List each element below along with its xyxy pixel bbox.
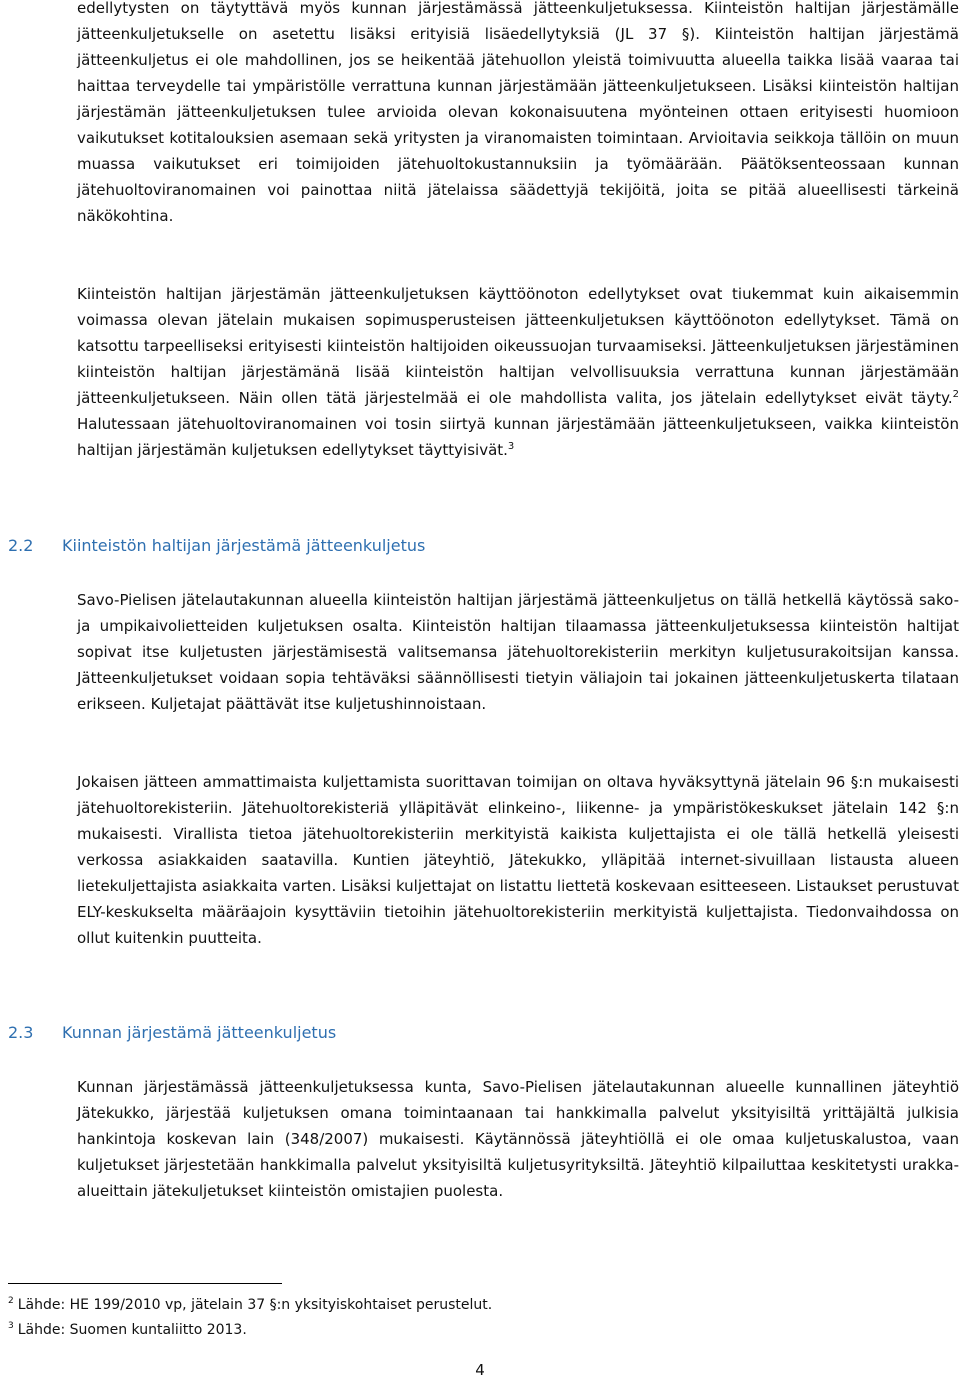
- paragraph-conditions: [77, 281, 959, 463]
- footnote-3: [8, 1320, 908, 1340]
- footnote-text: Lähde: Suomen kuntaliitto 2013.: [17, 1322, 247, 1338]
- paragraph-registry: Jokaisen jätteen ammattimaista kuljettamista suorittavan toimijan on oltava hyväksyttynä jätelain 96 §:n mukaisesti jätehuoltorekisteriin. Jätehuoltorekisteriä ylläpitävät elinkeino-, liikenne- ja ympäristökeskukset jätelain 142 §:n mukaisesti. Virallista tietoa jätehuoltorekisteriin merkityistä kaikista kuljettajista ei ole tällä hetkellä yleisesti verkossa asiakkaiden saatavilla. Kuntien jäteyhtiö, Jätekukko, ylläpitää internet-sivuillaan listausta alueen lietekuljettajista asiakkaita varten. Lisäksi kuljettajat on listattu liettetä koskevaan esitteeseen. Listaukset perustuvat ELY-keskukselta määräajoin kysyttäviin tietoihin jätehuoltorekisteriin merkityistä kuljettajista. Tiedonvaihdossa on ollut kuitenkin puutteita.: [77, 773, 959, 947]
- section-heading-2-2: [8, 533, 425, 559]
- footnote-mark: 3: [8, 1321, 14, 1332]
- page-number: 4: [475, 1361, 485, 1379]
- paragraph-conditions-text: Kiinteistön haltijan järjestämän jätteenkuljetuksen käyttöönoton edellytykset ovat tiukemmat kuin aikaisemmin voimassa olevan jätelain mukaisen sopimusperusteisen jätteenkuljetuksen käyttöönoton edellytykset. Tämä on katsottu tarpeelliseksi erityisesti kiinteistön haltijoiden oikeussuojan turvaamiseksi. Jätteenkuljetuksen järjestäminen kiinteistön haltijan järjestämänä lisää kiinteistön haltijan velvollisuuksia verrattuna kunnan järjestämään jätteenkuljetukseen. Näin ollen tätä järjestelmää ei ole mahdollista valita, jos jätelain edellytykset eivät täyty.: [77, 285, 959, 407]
- paragraph-conditions-text-2: Halutessaan jätehuoltoviranomainen voi tosin siirtyä kunnan järjestämään jätteenkuljetukseen, vaikka kiinteistön haltijan järjestämän kuljetuksen edellytykset täyttyisivät.: [77, 415, 959, 459]
- paragraph-municipal: Kunnan järjestämässä jätteenkuljetuksessa kunta, Savo-Pielisen jätelautakunnan alueelle kunnallinen jäteyhtiö Jätekukko, järjestää kuljetuksen omana toimintaanaan tai hankkimalla palvelut yksityisiltä yrittäjältä julkisia hankintoja koskevan lain (348/2007) mukaisesti. Käytännössä jäteyhtiöllä ei ole omaa kuljetuskalustoa, vaan kuljetukset järjestetään hankkimalla palvelut yksityisiltä kuljetusyrityksiltä. Jäteyhtiö kilpailuttaa keskitetysti urakka-alueittain jätekuljetukset kiinteistön omistajien puolesta.: [77, 1078, 959, 1200]
- footnote-ref-2[interactable]: 2: [952, 389, 959, 400]
- footnote-2: [8, 1295, 908, 1315]
- footnote-mark: 2: [8, 1296, 14, 1307]
- paragraph-continuation: edellytysten on täytyttävä myös kunnan järjestämässä jätteenkuljetuksessa. Kiinteistön haltijan järjestämälle jätteenkuljetukselle on asetettu lisäksi erityisiä lisäedellytyksiä (JL 37 §). Kiinteistön haltijan järjestämä jätteenkuljetus ei ole mahdollinen, jos se heikentää jätehuollon yleistä toimivuutta alueella taikka lisää vaaraa tai haittaa terveydelle tai ympäristölle verrattuna kunnan järjestämään jätteenkuljetukseen. Lisäksi kiinteistön haltijan järjestämän jätteenkuljetuksen tulee arvioida olevan kokonaisuutena myönteinen ottaen erityisesti huomioon vaikutukset kotitalouksien asemaan sekä yritysten ja viranomaisten toimintaan. Arvioitavia seikkoja tällöin on muun muassa vaikutukset eri toimijoiden jätehuoltokustannuksiin ja työmäärään. Päätöksenteossaan kunnan jätehuoltoviranomainen voi painottaa niitä jätelaissa säädettyjä tekijöitä, joita se pitää alueellisesti tärkeinä näkökohtina.: [77, 0, 959, 225]
- paragraph-savo-pielinen: Savo-Pielisen jätelautakunnan alueella kiinteistön haltijan järjestämä jätteenkuljetus on tällä hetkellä käytössä sako- ja umpikaivolietteiden kuljetuksen osalta. Kiinteistön haltijan tilaamassa jätteenkuljetuksessa kiinteistön haltijat sopivat itse kuljetusten järjestämisestä valitsemansa jätehuoltorekisteriin merkityn kuljetusurakoitsijan kanssa. Jätteenkuljetukset voidaan sopia tehtäväksi säännöllisesti tietyin väliajoin tai jokainen jätteenkuljetuskerta tilataan erikseen. Kuljetajat päättävät itse kuljetushinnoistaan.: [77, 591, 959, 713]
- section-number: 2.3: [8, 1023, 34, 1042]
- footnote-text: Lähde: HE 199/2010 vp, jätelain 37 §:n yksityiskohtaiset perustelut.: [17, 1297, 493, 1313]
- section-heading-2-3: [8, 1020, 336, 1046]
- section-title: Kunnan järjestämä jätteenkuljetus: [62, 1023, 337, 1042]
- footnote-divider: [8, 1283, 282, 1284]
- footnote-ref-3[interactable]: 3: [507, 441, 515, 452]
- section-number: 2.2: [8, 536, 34, 555]
- section-title: Kiinteistön haltijan järjestämä jätteenkuljetus: [62, 536, 426, 555]
